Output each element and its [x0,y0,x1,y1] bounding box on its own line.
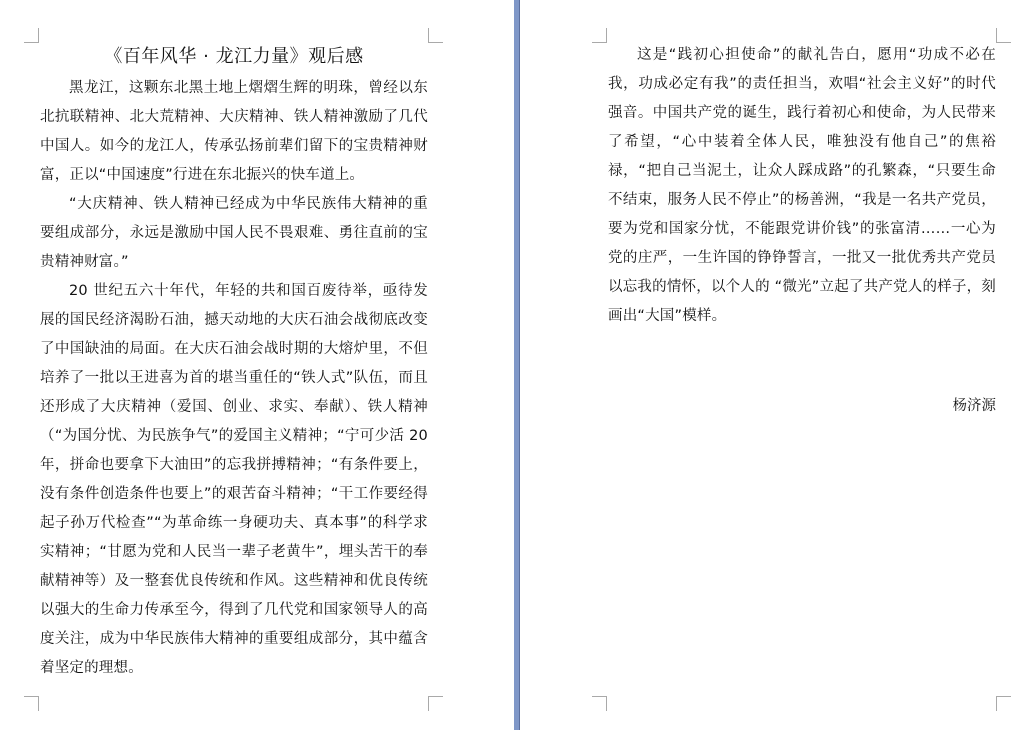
gutter-bar-edge [519,0,520,730]
paragraph: 黑龙江，这颗东北黑土地上熠熠生辉的明珠，曾经以东北抗联精神、北大荒精神、大庆精神、铁人精神激励了几代中国人。如今的龙江人，传承弘扬前辈们留下的宝贵精神财富，正以“中国速度”行进在东北振兴的快车道上。 [40,80,428,183]
crop-mark-top-right [428,28,443,43]
document-title: 《百年风华 · 龙江力量》观后感 [104,46,364,67]
crop-mark-bottom-left [24,696,39,711]
crop-mark-bottom-left [592,696,607,711]
crop-mark-top-left [24,28,39,43]
paragraph: “大庆精神、铁人精神已经成为中华民族伟大精神的重要组成部分，永远是激励中国人民不畏艰难、勇往直前的宝贵精神财富。” [40,196,428,270]
author-signature: 杨济源 [952,398,996,414]
right-page-body[interactable] [608,41,996,331]
crop-mark-top-left [592,28,607,43]
crop-mark-top-right [996,28,1011,43]
paragraph: 这是“践初心担使命”的献礼告白，愿用“功成不必在我，功成必定有我”的责任担当，欢唱“社会主义好”的时代强音。中国共产党的诞生，践行着初心和使命，为人民带来了希望，“心中装着全体人民，唯独没有他自己”的焦裕禄，“把自己当泥土，让众人踩成路”的孔繁森，“只要生命不结束，服务人民不停止”的杨善洲，“我是一名共产党员，要为党和国家分忧，不能跟党讲价钱”的张富清……一心为党的庄严，一生许国的铮铮誓言，一批又一批优秀共产党员以忘我的情怀，以个人的 “微光”立起了共产党人的样子，刻画出“大国”模样。 [608,47,996,324]
paragraph: 20 世纪五六十年代，年轻的共和国百废待举，亟待发展的国民经济渴盼石油，撼天动地的大庆石油会战彻底改变了中国缺油的局面。在大庆石油会战时期的大熔炉里，不但培养了一批以王进喜为首的堪当重任的“铁人式”队伍，而且还形成了大庆精神（爱国、创业、求实、奉献）、铁人精神（“为国分忧、为民族争气”的爱国主义精神；“宁可少活 20 年，拼命也要拿下大油田”的忘我拼搏精神；“有条件要上，没有条件创造条件也要上”的艰苦奋斗精神；“干工作要经得起子孙万代检查”“为革命练一身硬功夫、真本事”的科学求实精神；“甘愿为党和人民当一辈子老黄牛”，埋头苦干的奉献精神等）及一整套优良传统和作风。这些精神和优良传统以强大的生命力传承至今，得到了几代党和国家领导人的高度关注，成为中华民族伟大精神的重要组成部分，其中蕴含着坚定的理想。 [40,283,428,676]
document-page-right[interactable] [524,0,1026,730]
page-gutter [512,0,524,730]
left-page-body[interactable] [40,40,428,683]
document-page-left[interactable] [0,0,512,730]
crop-mark-bottom-right [996,696,1011,711]
crop-mark-bottom-right [428,696,443,711]
